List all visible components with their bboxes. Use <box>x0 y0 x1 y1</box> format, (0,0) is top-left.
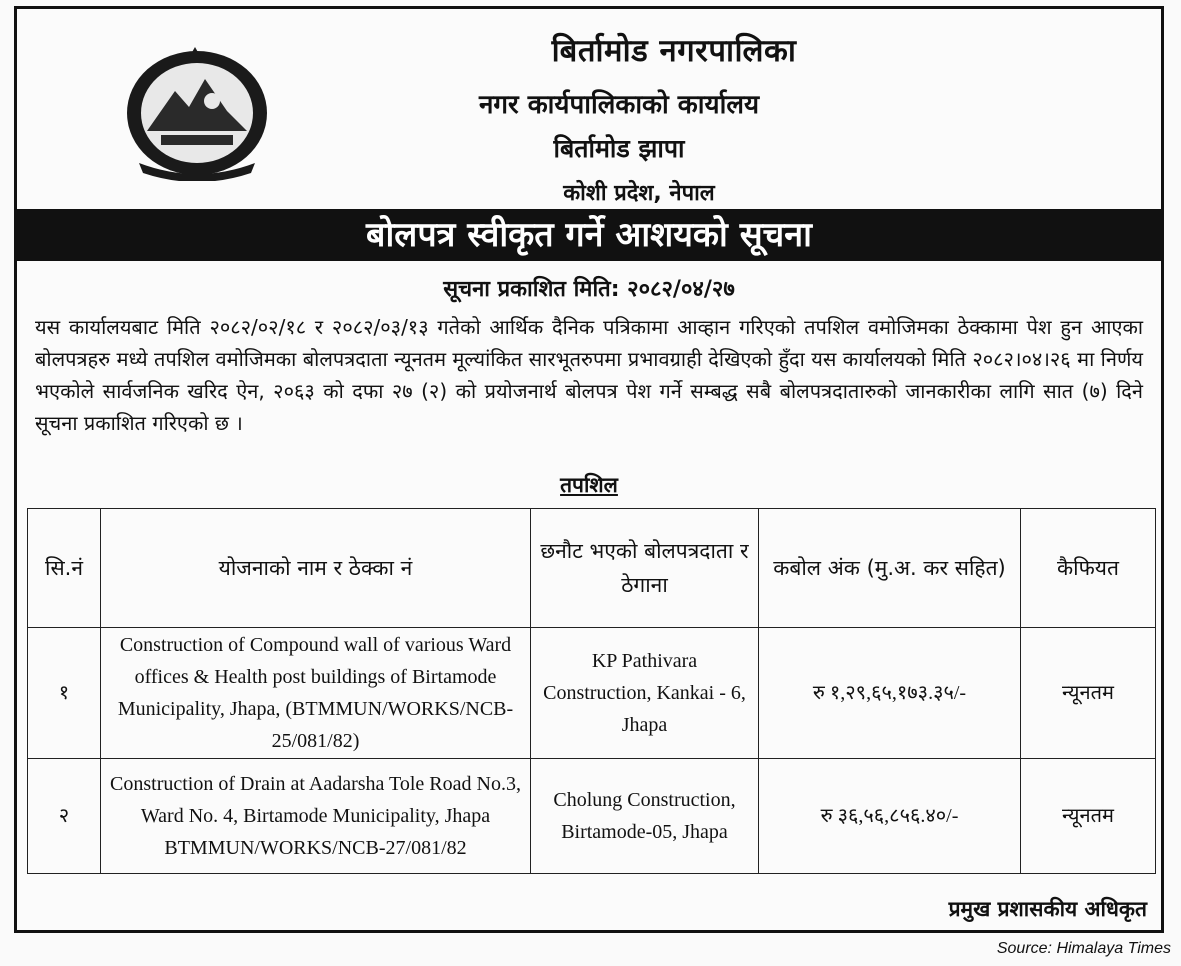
schedule-heading: तपशिल <box>560 473 618 497</box>
col-header-project: योजनाको नाम र ठेक्का नं <box>101 509 531 628</box>
row-bidder: Cholung Construction, Birtamode-05, Jhapa <box>531 759 759 874</box>
table-row <box>28 628 1156 759</box>
notice-header <box>17 9 1161 209</box>
office-location: बिर्तामोड झापा <box>553 134 685 163</box>
row-amount: रु ३६,५६,८५६.४०/- <box>759 759 1021 874</box>
table-header-row <box>28 509 1156 628</box>
signoff: प्रमुख प्रशासकीय अधिकृत <box>948 897 1147 921</box>
bid-table <box>27 508 1156 874</box>
col-header-sn: सि.नं <box>28 509 101 628</box>
row-sn: १ <box>28 628 101 759</box>
table-row <box>28 759 1156 874</box>
col-header-bidder: छनौट भएको बोलपत्रदाता र ठेगाना <box>531 509 759 628</box>
row-remarks: न्यूनतम <box>1021 628 1156 759</box>
publication-date: सूचना प्रकाशित मिति: २०८२/०४/२७ <box>443 277 735 302</box>
row-bidder: KP Pathivara Construction, Kankai - 6, Jhapa <box>531 628 759 759</box>
col-header-amount: कबोल अंक (मु.अ. कर सहित) <box>759 509 1021 628</box>
notice-frame <box>14 6 1164 933</box>
office-name: नगर कार्यपालिकाको कार्यालय <box>478 90 760 120</box>
row-project: Construction of Drain at Aadarsha Tole Road No.3, Ward No. 4, Birtamode Municipality, Jhapa BTMMUN/WORKS/NCB-27/081/82 <box>101 759 531 874</box>
notice-title: बोलपत्र स्वीकृत गर्ने आशयको सूचना <box>17 209 1161 261</box>
municipality-name: बिर्तामोड नगरपालिका <box>551 33 797 69</box>
row-project: Construction of Compound wall of various Ward offices & Health post buildings of Birtamode Municipality, Jhapa, (BTMMUN/WORKS/NCB-25/081/82) <box>101 628 531 759</box>
source-credit: Source: Himalaya Times <box>996 940 1171 957</box>
notice-body: यस कार्यालयबाट मिति २०८२/०२/१८ र २०८२/०३/१३ गतेको आर्थिक दैनिक पत्रिकामा आव्हान गरिएको तपशिल वमोजिमका ठेक्कामा पेश हुन आएका बोलपत्रहरु मध्ये तपशिल वमोजिमका बोलपत्रदाता न्यूनतम मूल्यांकित सारभूतरुपमा प्रभावग्राही देखिएको हुँदा यस कार्यालयको मिति २०८२।०४।२६ मा निर्णय भएकोले सार्वजनिक खरिद ऐन, २०६३ को दफा २७ (२) को प्रयोजनार्थ बोलपत्र पेश गर्ने सम्बद्ध सबै बोलपत्रदातारुको जानकारीका लागि सात (७) दिने सूचना प्रकाशित गरिएको छ । <box>35 315 1143 435</box>
row-amount: रु १,२९,६५,१७३.३५/- <box>759 628 1021 759</box>
row-remarks: न्यूनतम <box>1021 759 1156 874</box>
office-heading <box>17 29 1161 207</box>
province-name: कोशी प्रदेश, नेपाल <box>563 181 715 206</box>
col-header-remarks: कैफियत <box>1021 509 1156 628</box>
row-sn: २ <box>28 759 101 874</box>
